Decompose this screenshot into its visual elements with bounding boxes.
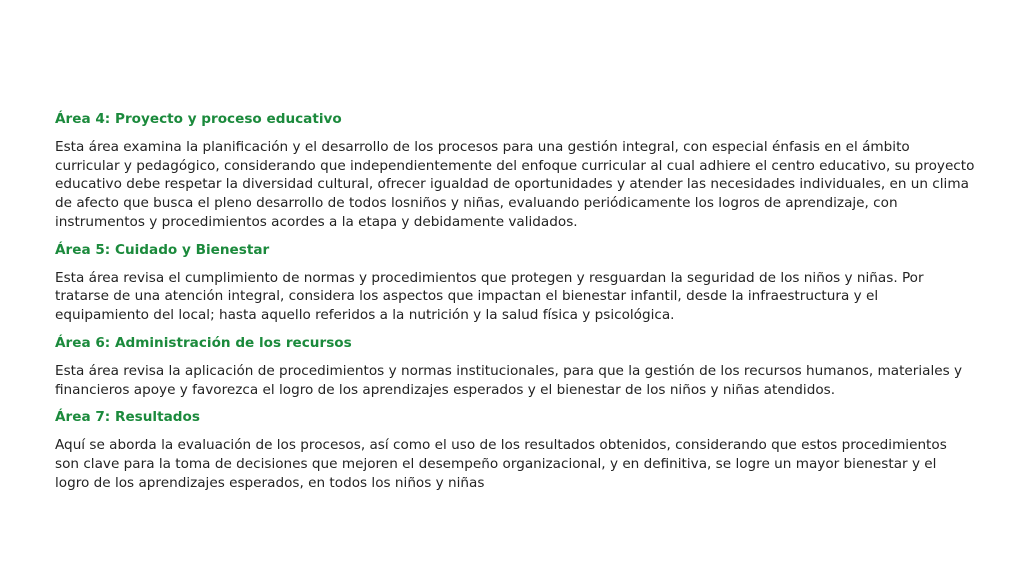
section-heading: Área 6: Administración de los recursos (55, 334, 352, 351)
section-body: Esta área revisa la aplicación de procedimientos y normas institucionales, para que la gestión de los recursos humanos, materiales y financieros apoye y favorezca el logro de los aprendizajes esperados y el bienestar de los niños y niñas atendidos. (55, 362, 963, 398)
section-area-5 (55, 241, 975, 325)
section-area-6 (55, 334, 975, 399)
section-body: Aquí se aborda la evaluación de los procesos, así como el uso de los resultados obtenidos, considerando que estos procedimientos son clave para la toma de decisiones que mejoren el desempeño organizacional, y en definitiva, se logre un mayor bienestar y el logro de los aprendizajes esperados, en todos los niños y niñas (55, 437, 947, 491)
slide-content (55, 110, 975, 502)
section-body: Esta área revisa el cumplimiento de normas y procedimientos que protegen y resguardan la seguridad de los niños y niñas. Por tratarse de una atención integral, considera los aspectos que impactan el bienestar infantil, desde la infraestructura y el equipamiento del local; hasta aquello referidos a la nutrición y la salud física y psicológica. (55, 269, 924, 324)
section-body: Esta área examina la planificación y el desarrollo de los procesos para una gestión integral, con especial énfasis en el ámbito curricular y pedagógico, considerando que independientemente del enfoque curricular al cual adhiere el centro educativo, su proyecto educativo debe respetar la diversidad cultural, ofrecer igualdad de oportunidades y atender las necesidades individuales, en un clima de afecto que busca el pleno desarrollo de todos losniños y niñas, evaluando periódicamente los logros de aprendizaje, con instrumentos y procedimientos acordes a la etapa y debidamente validados. (55, 138, 975, 230)
section-heading: Área 5: Cuidado y Bienestar (55, 241, 270, 258)
section-area-7 (55, 408, 975, 492)
section-heading: Área 4: Proyecto y proceso educativo (55, 111, 342, 127)
section-area-4 (55, 110, 975, 232)
section-heading: Área 7: Resultados (55, 409, 200, 426)
